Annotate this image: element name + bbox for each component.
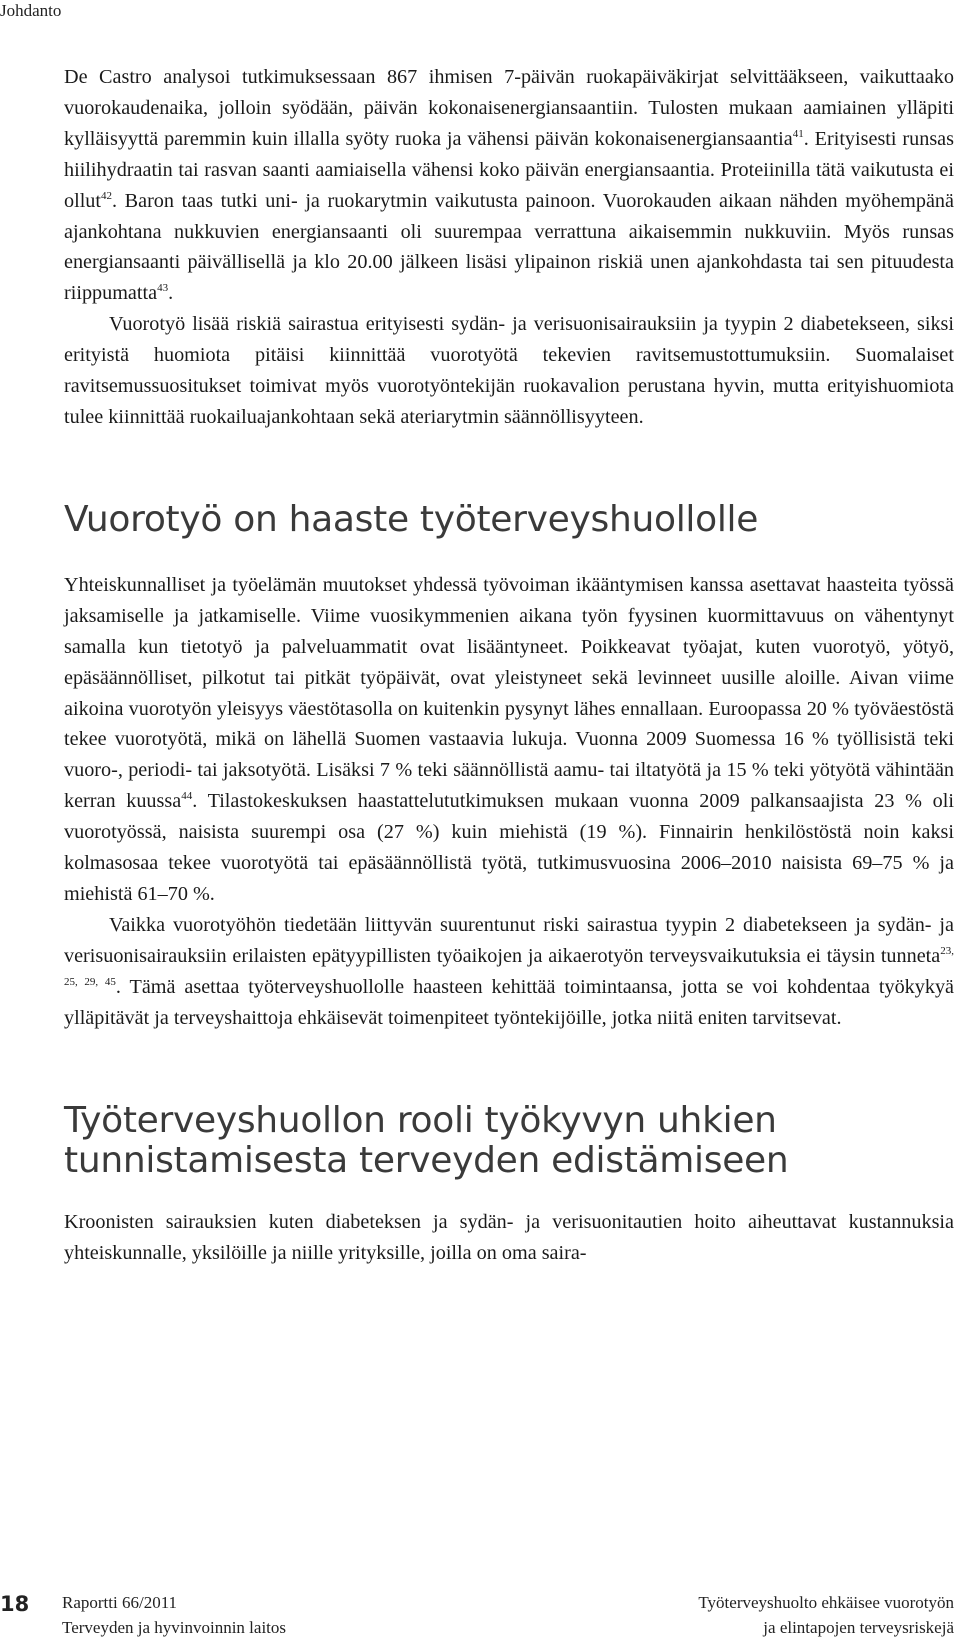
page-content [64, 62, 954, 1269]
page-number: 18 [0, 1592, 30, 1616]
footer-report-title [698, 1590, 954, 1640]
footer-title-line-1: Työterveyshuolto ehkäisee vuorotyön [698, 1593, 954, 1612]
paragraph-3-text-b: . Tilastokeskuksen haastattelututkimuksen mukaan vuonna 2009 palkansaajista 23 % oli vuorotyössä, naisista suurempi osa (27 %) kuin miehistä (19 %). Finnairin henkilöstöstä noin kaksi kolmasosaa tekee vuorotyötä tai epäsäännöllistä työtä, tutkimusvuosina 2006–2010 naisista 69–75 % ja miehistä 61–70 %. [64, 790, 954, 905]
citation-41: 41 [792, 127, 804, 140]
paragraph-1-text-c: . Baron taas tutki uni- ja ruokarytmin vaikutusta painoon. Vuorokauden aikaan nähden myöhempänä ajankohtana nukkuvien energiansaanti oli suurempaa verrattuna aikaisemmin nukkuviin. Myös runsas energiansaanti päivällisellä ja klo 20.00 jälkeen lisäsi ylipainon riskiä unen ajankohdasta tai sen pituudesta riippumatta [64, 189, 954, 305]
paragraph-5: Kroonisten sairauksien kuten diabeteksen ja sydän- ja verisuonitautien hoito aiheuttavat kustannuksia yhteiskunnalle, yksilöille ja niille yrityksille, joilla on oma saira- [64, 1211, 954, 1265]
section-heading-shift-work: Vuorotyö on haaste työterveyshuollolle [64, 498, 759, 540]
paragraph-4 [64, 910, 954, 1034]
paragraph-3-text-a: Yhteiskunnalliset ja työelämän muutokset yhdessä työvoiman ikääntymisen kanssa asettavat haasteita työssä jaksamiselle ja jatkamiselle. Viime vuosikymmenien aikana työn fyysinen kuormittavuus on vähentynyt samalla kun tietotyö ja palveluammatit ovat lisääntyneet. Poikkeavat työajat, kuten vuorotyö, yötyö, epäsäännölliset, pilkotut tai pitkät työpäivät, ovat yleistyneet sekä levinneet uusille aloille. Aivan viime aikoina vuorotyön yleisyys väestötasolla on kuitenkin pysynyt lähes ennallaan. Euroopassa 20 % työväestöstä tekee vuorotyötä, mikä on lähellä Suomen vastaavia lukuja. Vuonna 2009 Suomessa 16 % työllisistä teki vuoro-, periodi- tai jaksotyötä. Lisäksi 7 % teki säännöllistä aamu- tai iltatyötä ja 15 % teki yötyötä vähintään kerran kuussa [64, 573, 954, 813]
citation-44: 44 [181, 790, 193, 803]
paragraph-1-text-b: . Erityisesti runsas hiilihydraatin tai rasvan saanti aamiaisella vähensi koko päivän energiansaantia. Proteiinilla tätä vaikutusta ei ollut [64, 127, 954, 212]
page-footer [0, 1588, 960, 1648]
citation-multi: 23, 25, 29, 45 [64, 944, 954, 988]
paragraph-1 [64, 62, 954, 309]
paragraph-4-text-b: . Tämä asettaa työterveyshuollolle haasteen kehittää toimintaansa, jotta se voi kohdentaa työkykyä ylläpitävät ja terveyshaittoja ehkäisevät toimenpiteet työntekijöille, jotka niitä eniten tarvitsevat. [64, 975, 955, 1029]
paragraph-1-text-a: De Castro analysoi tutkimuksessaan 867 ihmisen 7-päivän ruokapäiväkirjat selvittääkseen, vaikuttaako vuorokaudenaika, jolloin syödään, päivän kokonaisenergiansaantiin. Tulosten mukaan aamiainen ylläpiti kylläisyyttä paremmin kuin illalla syöty ruoka ja vähensi päivän kokonaisenergiansaantia [64, 66, 954, 150]
footer-report-number: Raportti 66/2011 [62, 1593, 178, 1612]
citation-42: 42 [101, 189, 113, 202]
running-head: Johdanto [0, 1, 62, 20]
paragraph-4-text-a: Vaikka vuorotyöhön tiedetään liittyvän suurentunut riski sairastua tyypin 2 diabetekseen ja sydän- ja verisuonisairauksiin erilaisten epätyypillisten työaikojen ja aikaerotyön terveysvaikutuksia ei täysin tunneta [64, 913, 954, 967]
paragraph-3 [64, 570, 954, 910]
paragraph-2: Vuorotyö lisää riskiä sairastua erityisesti sydän- ja verisuonisairauksiin ja tyypin 2 diabetekseen, siksi erityistä huomiota pitäisi kiinnittää vuorotyötä tekevien ravitsemustottumuksiin. Suomalaiset ravitsemussuositukset toimivat myös vuorotyöntekijän ruokavalion perustana hyvin, mutta erityishuomiota tulee kiinnittää ruokailuajankohtaan sekä ateriarytmin säännöllisyyteen. [64, 313, 954, 428]
footer-institute: Terveyden ja hyvinvoinnin laitos [62, 1618, 287, 1637]
footer-publication-info [62, 1590, 286, 1640]
section-heading-occupational-health-role: Työterveyshuollon rooli työkyvyn uhkien tunnistamisesta terveyden edistämiseen [64, 1100, 789, 1182]
citation-43: 43 [157, 282, 169, 295]
footer-title-line-2: ja elintapojen terveysriskejä [763, 1618, 954, 1637]
paragraph-1-text-d: . [168, 282, 174, 305]
